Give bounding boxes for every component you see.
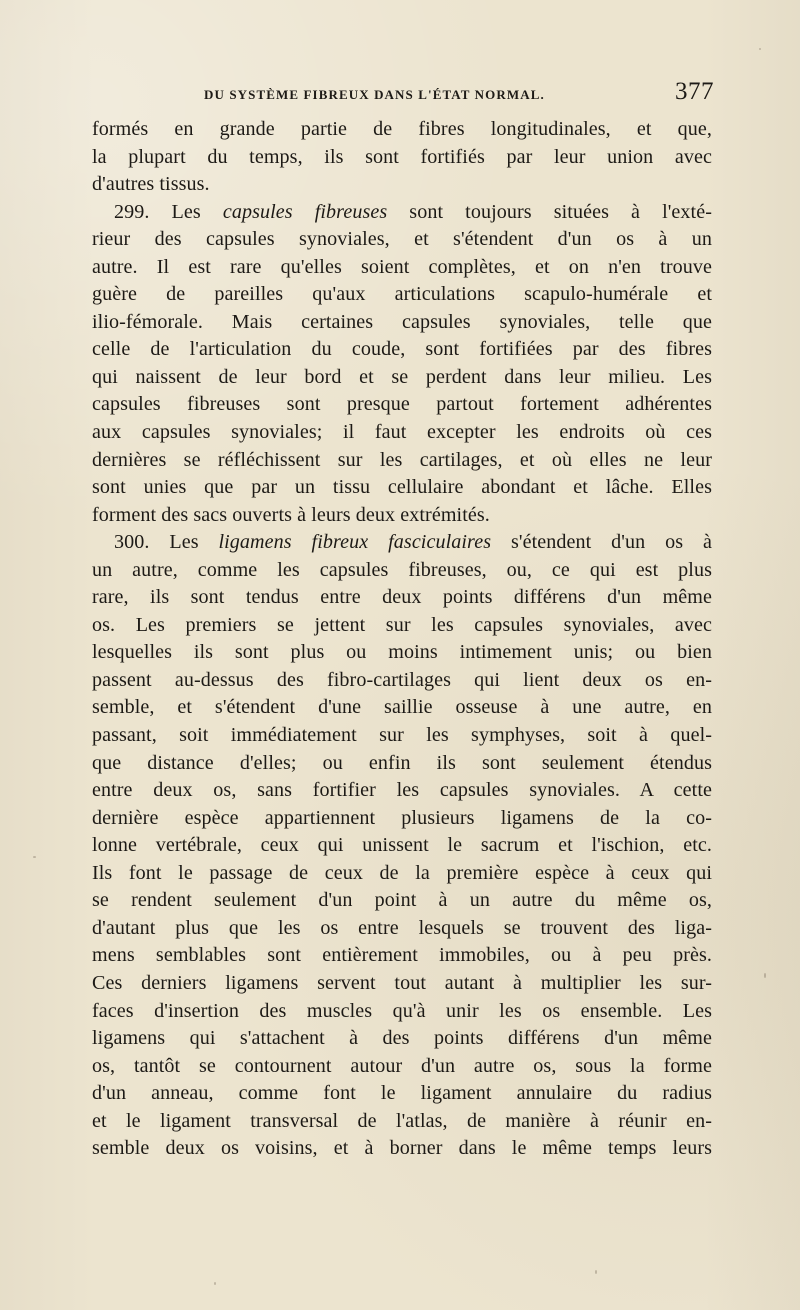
text-line: ligamens qui s'attachent à des points différens d'un même — [92, 1027, 712, 1050]
paragraph-299-start — [92, 199, 712, 227]
body-text — [92, 116, 712, 1163]
paper-speck — [759, 48, 761, 50]
text-line: d'un anneau, comme font le ligament annulaire du radius — [92, 1082, 712, 1105]
text-line: celle de l'articulation du coude, sont fortifiées par des fibres — [92, 338, 712, 361]
text-line: entre deux os, sans fortifier les capsules synoviales. A cette — [92, 779, 712, 802]
text-line: semble deux os voisins, et à borner dans le même temps leurs — [92, 1137, 712, 1160]
text-line: lonne vertébrale, ceux qui unissent le sacrum et l'ischion, etc. — [92, 834, 712, 857]
paper-speck — [33, 856, 36, 858]
paragraph-text: sont toujours situées à l'exté- — [387, 200, 712, 223]
text-line: ilio-fémorale. Mais certaines capsules synoviales, telle que — [92, 310, 712, 333]
text-line: os, tantôt se contournent autour d'un autre os, sous la forme — [92, 1054, 712, 1077]
paper-speck — [214, 1282, 216, 1285]
text-line: se rendent seulement d'un point à un autre du même os, — [92, 889, 712, 912]
text-line: guère de pareilles qu'aux articulations scapulo-humérale et — [92, 283, 712, 306]
italic-term: capsules fibreuses — [222, 200, 388, 223]
text-line: que distance d'elles; ou enfin ils sont seulement étendus — [92, 751, 712, 774]
page-header — [91, 79, 714, 109]
text-line: aux capsules synoviales; il faut excepter les endroits où ces — [92, 421, 712, 444]
text-line: qui naissent de leur bord et se perdent dans leur milieu. Les — [92, 365, 712, 388]
page-number: 377 — [675, 78, 714, 105]
text-line: Ces derniers ligamens servent tout autant à multiplier les sur- — [92, 971, 712, 994]
text-line: la plupart du temps, ils sont fortifiés par leur union avec — [92, 145, 712, 168]
text-line: et le ligament transversal de l'atlas, de manière à réunir en- — [92, 1109, 712, 1132]
text-line: d'autant plus que les os entre lesquels se trouvent des liga- — [92, 916, 712, 939]
italic-term: ligamens fibreux fasciculaires — [218, 531, 492, 554]
text-line: capsules fibreuses sont presque partout fortement adhérentes — [92, 393, 712, 416]
text-line: forment des sacs ouverts à leurs deux extrémités. — [92, 503, 490, 526]
text-line: rare, ils sont tendus entre deux points différens d'un même — [92, 586, 712, 609]
text-line: lesquelles ils sont plus ou moins intimement unis; ou bien — [92, 641, 712, 664]
text-line: Ils font le passage de ceux de la première espèce à ceux qui — [92, 861, 712, 884]
text-line: sont unies que par un tissu cellulaire abondant et lâche. Elles — [92, 476, 712, 499]
text-line: formés en grande partie de fibres longitudinales, et que, — [92, 118, 712, 140]
paper-speck — [764, 973, 766, 978]
paragraph-text: s'étendent d'un os à — [491, 531, 712, 554]
paper-speck — [595, 1270, 597, 1274]
text-line: dernières se réfléchissent sur les cartilages, et où elles ne leur — [92, 448, 712, 471]
text-line: rieur des capsules synoviales, et s'étendent d'un os à un — [92, 228, 712, 251]
running-head: DU SYSTÈME FIBREUX DANS L'ÉTAT NORMAL. — [204, 87, 545, 102]
text-line: faces d'insertion des muscles qu'à unir les os ensemble. Les — [92, 999, 712, 1022]
text-line: autre. Il est rare qu'elles soient complètes, et on n'en trouve — [92, 255, 712, 278]
paragraph-300-start — [92, 529, 712, 557]
text-line: d'autres tissus. — [92, 173, 210, 196]
paragraph-number: 300. Les — [114, 531, 219, 554]
text-line: un autre, comme les capsules fibreuses, ou, ce qui est plus — [92, 558, 712, 581]
text-line: os. Les premiers se jettent sur les capsules synoviales, avec — [92, 613, 712, 636]
text-line: semble, et s'étendent d'une saillie osseuse à une autre, en — [92, 696, 712, 719]
text-line: mens semblables sont entièrement immobiles, ou à peu près. — [92, 944, 712, 967]
paragraph-number: 299. Les — [114, 200, 223, 223]
text-line: passent au-dessus des fibro-cartilages qui lient deux os en- — [92, 668, 712, 691]
text-line: dernière espèce appartiennent plusieurs ligamens de la co- — [92, 806, 712, 829]
text-line: passant, soit immédiatement sur les symphyses, soit à quel- — [92, 724, 712, 747]
